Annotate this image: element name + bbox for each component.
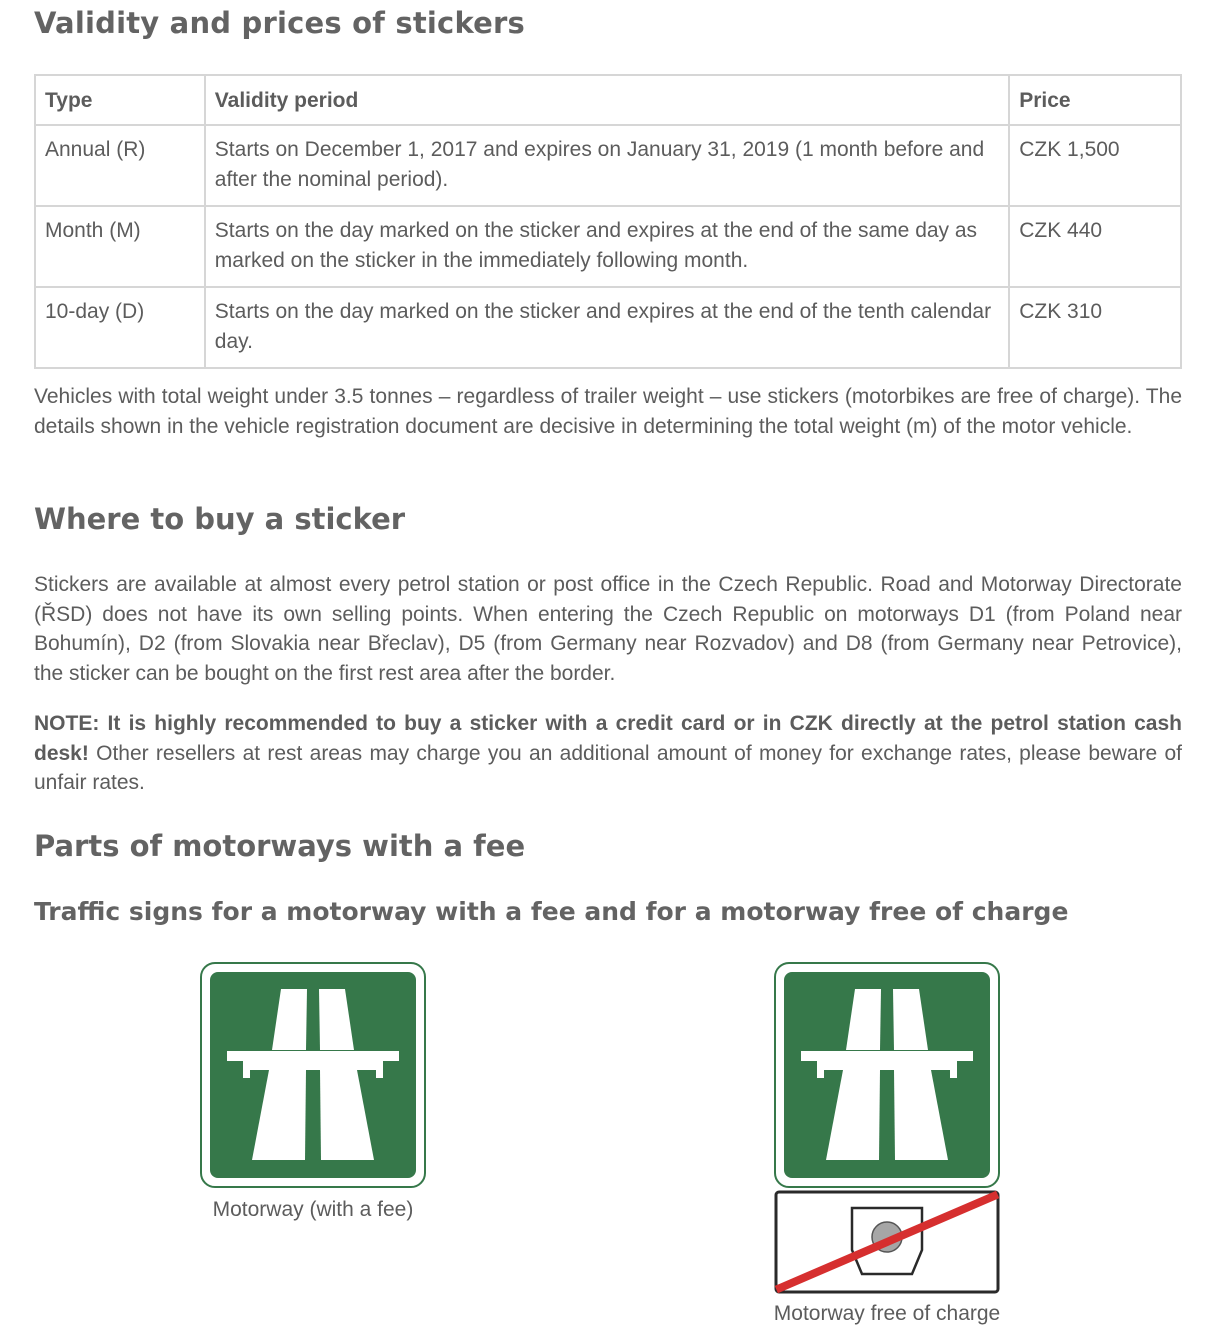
table-row (35, 287, 1181, 368)
cell-validity: Starts on the day marked on the sticker and expires at the end of the tenth calendar day. (205, 287, 1009, 368)
note-paragraph (34, 709, 1182, 798)
cell-type: Annual (R) (35, 125, 205, 206)
cell-type: Month (M) (35, 206, 205, 287)
note-bold: NOTE: It is highly recommended to buy a sticker with a credit card or in CZK directly at the petrol station cash desk! (34, 712, 1182, 765)
heading-parts: Parts of motorways with a fee (34, 829, 526, 863)
cell-price: CZK 310 (1009, 287, 1181, 368)
caption-motorway-fee: Motorway (with a fee) (212, 1198, 414, 1221)
heading-where-to-buy: Where to buy a sticker (34, 502, 406, 536)
heading-validity: Validity and prices of stickers (34, 6, 525, 40)
figure-motorway-fee (200, 962, 426, 1221)
motorway-sign-icon (200, 962, 426, 1188)
cell-price: CZK 1,500 (1009, 125, 1181, 206)
cell-validity: Starts on the day marked on the sticker and expires at the end of the same day as marked on the sticker in the immediately following month. (205, 206, 1009, 287)
motorway-sign-icon (774, 962, 1000, 1188)
header-price: Price (1009, 75, 1181, 125)
vehicles-paragraph: Vehicles with total weight under 3.5 tonnes – regardless of trailer weight – use stickers (motorbikes are free of charge). The details shown in the vehicle registration document are decisive in determining the total weight (m) of the motor vehicle. (34, 385, 1182, 438)
cell-validity: Starts on December 1, 2017 and expires on January 31, 2019 (1 month before and after the nominal period). (205, 125, 1009, 206)
table-header-row (35, 75, 1181, 125)
caption-motorway-free: Motorway free of charge (773, 1302, 1001, 1325)
header-type: Type (35, 75, 205, 125)
cell-price: CZK 440 (1009, 206, 1181, 287)
table-row (35, 125, 1181, 206)
prices-table (34, 74, 1182, 369)
table-row (35, 206, 1181, 287)
stickers-paragraph: Stickers are available at almost every petrol station or post office in the Czech Republic. Road and Motorway Directorate (ŘSD) does not have its own selling points. When entering the Czech Republic on motorways D1 (from Poland near Bohumín), D2 (from Slovakia near Břeclav), D5 (from Germany near Rozvadov) and D8 (from Germany near Petrovice), the sticker can be bought on the first rest area after the border. (34, 573, 1182, 685)
header-validity: Validity period (205, 75, 1009, 125)
note-rest: Other resellers at rest areas may charge you an additional amount of money for exchange rates, please beware of unfair rates. (34, 741, 1182, 794)
heading-traffic-signs: Traffic signs for a motorway with a fee and for a motorway free of charge (34, 897, 1069, 926)
figure-motorway-free (773, 962, 1001, 1325)
cell-type: 10-day (D) (35, 287, 205, 368)
toll-sticker-crossed-icon (774, 1190, 1000, 1294)
